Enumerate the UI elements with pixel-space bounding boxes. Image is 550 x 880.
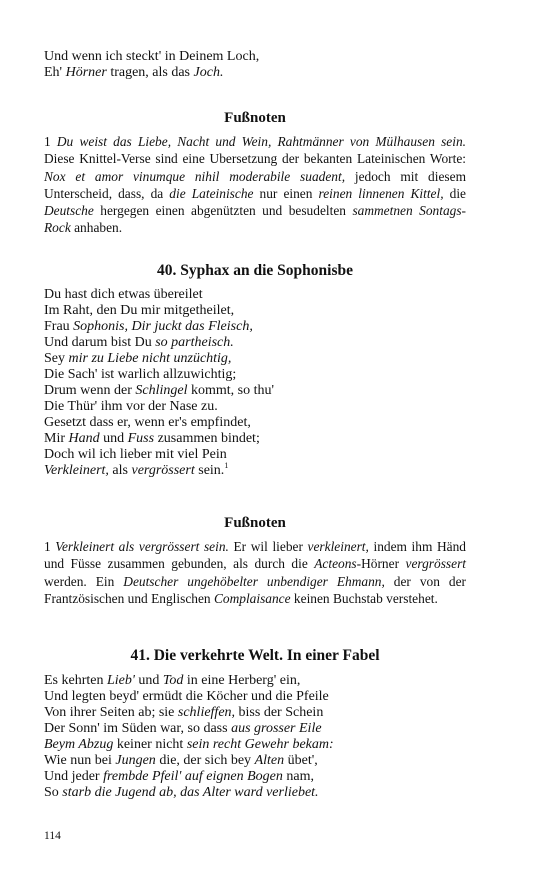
verse-line: Beym Abzug keiner nicht sein recht Gewehr bekam: (44, 737, 334, 752)
verse-line: Und legten beyd' ermüdt die Köcher und die Pfeile (44, 689, 329, 704)
poem-title: 40. Syphax an die Sophonisbe (157, 262, 353, 279)
footnotes-heading: Fußnoten (224, 515, 286, 531)
verse-line: Sey mir zu Liebe nicht unzüchtig, (44, 351, 232, 366)
verse-line: Verkleinert, als vergrössert sein.$^1$ (44, 461, 229, 478)
verse-line: Die Sach' ist warlich allzuwichtig; (44, 367, 237, 382)
poem-body (44, 673, 466, 801)
verse-line: Drum wenn der Schlingel kommt, so thu' (44, 383, 275, 398)
page-number: 114 (44, 830, 61, 842)
verse-line: Der Sonn' im Süden war, so dass aus grosser Eile (44, 721, 322, 736)
verse-line: Gesetzt dass er, wenn er's empfindet, (44, 415, 251, 430)
footnote-marker[interactable]: 1 (224, 461, 229, 470)
footnote-text: 1 Du weist das Liebe, Nacht und Wein, Rahtmänner von Mülhausen sein. Diese Knittel-Verse sind eine Ubersetzung der bekanten Lateinischen Worte: Nox et amor vinumque nihil moderabile suadent, jedoch mit diesem Unterscheid, dass, da die Lateinische nur einen reinen linnenen Kittel, die Deutsche hergegen einen abgenützten und besudelten sammetnen Sontags-Rock anhaben. (44, 134, 467, 236)
verse-line: Und jeder frembde Pfeil' auf eignen Bogen nam, (44, 769, 314, 784)
verse-line: Im Raht, den Du mir mitgetheilet, (44, 303, 235, 318)
verse-line: Die Thür' ihm vor der Nase zu. (44, 399, 218, 414)
verse-line: Wie nun bei Jungen die, der sich bey Alten übet', (44, 753, 318, 768)
verse-line: Frau Sophonis, Dir juckt das Fleisch, (44, 319, 253, 334)
verse-line: Mir Hand und Fuss zusammen bindet; (44, 431, 260, 446)
footnotes-heading: Fußnoten (224, 110, 286, 126)
opening-verse (44, 49, 466, 81)
verse-line: Du hast dich etwas übereilet (44, 287, 203, 302)
verse-line: So starb die Jugend ab, das Alter ward verliebet. (44, 785, 319, 800)
footnote-text: 1 Verkleinert als vergrössert sein. Er wil lieber verkleinert, indem ihm Händ und Füsse zusammen gebunden, als durch die Acteons-Hörner vergrössert werden. Ein Deutscher ungehöbelter unbendiger Ehmann, der von der Frantzösischen und Englischen Complaisance keinen Buchstab verstehet. (44, 539, 466, 606)
verse-line: Und darum bist Du so partheisch. (44, 335, 234, 350)
poem-body (44, 287, 466, 479)
verse-line: Es kehrten Lieb' und Tod in eine Herberg' ein, (44, 673, 301, 688)
verse-line: Eh' Hörner tragen, als das Joch. (44, 65, 224, 80)
verse-line: Von ihrer Seiten ab; sie schlieffen, biss der Schein (44, 705, 324, 720)
verse-line: Doch wil ich lieber mit viel Pein (44, 447, 227, 462)
verse-line: Und wenn ich steckt' in Deinem Loch, (44, 49, 260, 64)
poem-title: 41. Die verkehrte Welt. In einer Fabel (130, 647, 380, 664)
